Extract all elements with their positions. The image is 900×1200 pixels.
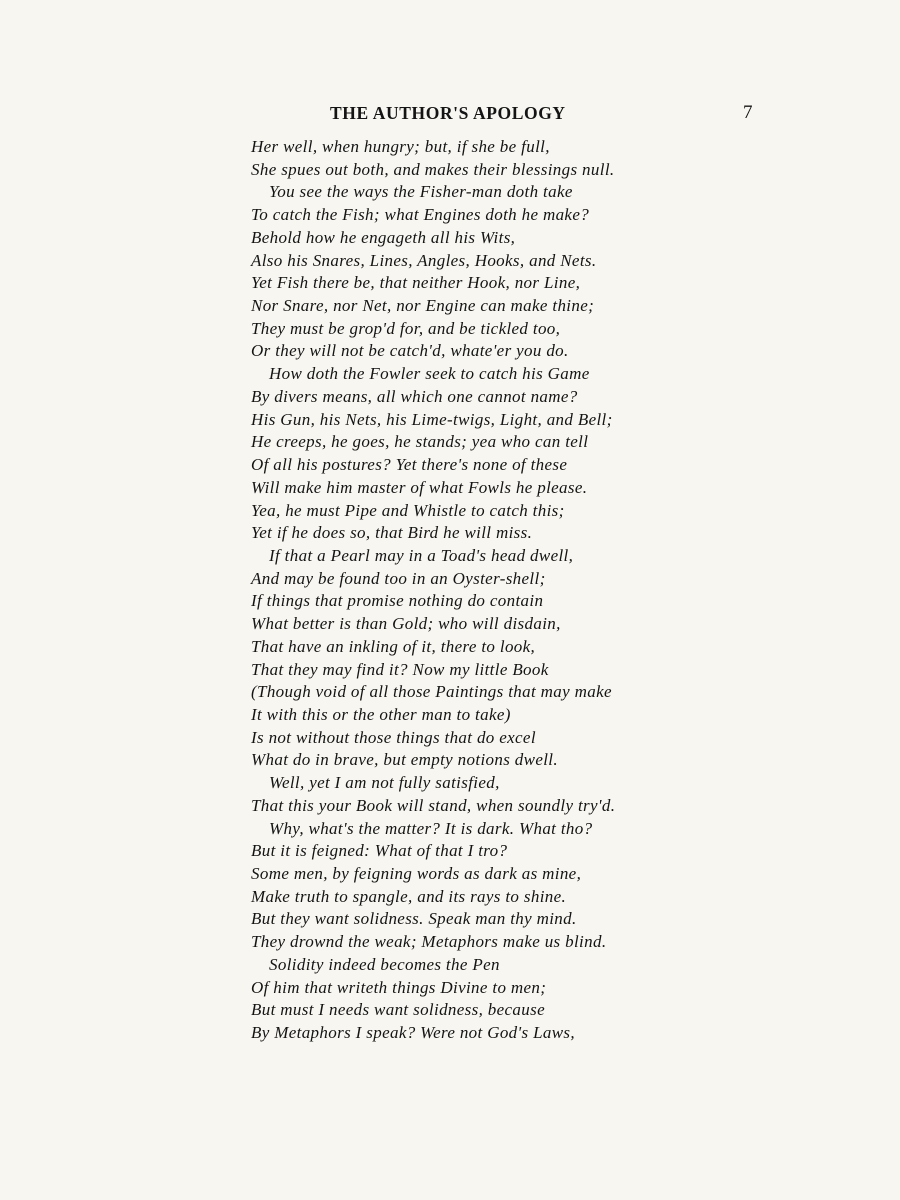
- poem-line: She spues out both, and makes their blessings null.: [251, 159, 615, 179]
- poem-line: What do in brave, but empty notions dwell.: [251, 750, 558, 770]
- poem-line: They must be grop'd for, and be tickled too,: [251, 318, 561, 338]
- poem-line: But must I needs want solidness, because: [251, 1000, 545, 1020]
- poem-line: What better is than Gold; who will disdain,: [251, 614, 561, 634]
- poem-line: Why, what's the matter? It is dark. What tho?: [269, 818, 593, 838]
- running-head: [0, 103, 900, 127]
- poem-line: Or they will not be catch'd, whate'er you do.: [251, 341, 569, 361]
- poem-line: That this your Book will stand, when soundly try'd.: [251, 795, 616, 815]
- poem-line: (Though void of all those Paintings that may make: [251, 682, 612, 702]
- poem-line: But it is feigned: What of that I tro?: [251, 841, 508, 861]
- poem-line: How doth the Fowler seek to catch his Game: [269, 364, 590, 384]
- poem-line: It with this or the other man to take): [251, 704, 511, 724]
- poem-line: Well, yet I am not fully satisfied,: [269, 773, 500, 793]
- poem-line: Of all his postures? Yet there's none of these: [251, 455, 568, 475]
- poem-line: But they want solidness. Speak man thy mind.: [251, 909, 577, 929]
- poem-text: [251, 136, 721, 1045]
- poem-line: To catch the Fish; what Engines doth he make?: [251, 205, 590, 225]
- poem-line: By divers means, all which one cannot name?: [251, 386, 578, 406]
- poem-line: Yet if he does so, that Bird he will miss.: [251, 523, 533, 543]
- poem-line: Some men, by feigning words as dark as mine,: [251, 864, 582, 883]
- poem-line: That they may find it? Now my little Book: [251, 659, 549, 679]
- poem-line: And may be found too in an Oyster-shell;: [251, 568, 546, 588]
- poem-line: That have an inkling of it, there to look,: [251, 636, 536, 656]
- poem-line: Nor Snare, nor Net, nor Engine can make thine;: [251, 296, 595, 316]
- poem-line: Yet Fish there be, that neither Hook, nor Line,: [251, 273, 581, 293]
- poem-line: By Metaphors I speak? Were not God's Laws,: [251, 1023, 575, 1043]
- poem-line: Also his Snares, Lines, Angles, Hooks, and Nets.: [251, 250, 597, 270]
- poem-line: Her well, when hungry; but, if she be full,: [251, 137, 550, 156]
- poem-line: If that a Pearl may in a Toad's head dwell,: [269, 545, 574, 565]
- poem-line: Behold how he engageth all his Wits,: [251, 227, 516, 247]
- poem-line: Yea, he must Pipe and Whistle to catch this;: [251, 500, 565, 520]
- poem-line: You see the ways the Fisher-man doth take: [269, 182, 573, 202]
- poem-line: He creeps, he goes, he stands; yea who can tell: [251, 432, 589, 452]
- poem-line: Make truth to spangle, and its rays to shine.: [251, 886, 567, 906]
- poem-line: Is not without those things that do excel: [251, 727, 536, 747]
- poem-line: If things that promise nothing do contain: [251, 591, 544, 611]
- poem-line: They drownd the weak; Metaphors make us blind.: [251, 932, 607, 952]
- running-title: THE AUTHOR'S APOLOGY: [330, 103, 566, 123]
- poem-line: Of him that writeth things Divine to men;: [251, 977, 547, 997]
- poem-line: Solidity indeed becomes the Pen: [269, 954, 500, 974]
- poem-line: Will make him master of what Fowls he please.: [251, 477, 588, 497]
- page-number: 7: [743, 102, 753, 123]
- poem-line: His Gun, his Nets, his Lime-twigs, Light, and Bell;: [251, 409, 613, 429]
